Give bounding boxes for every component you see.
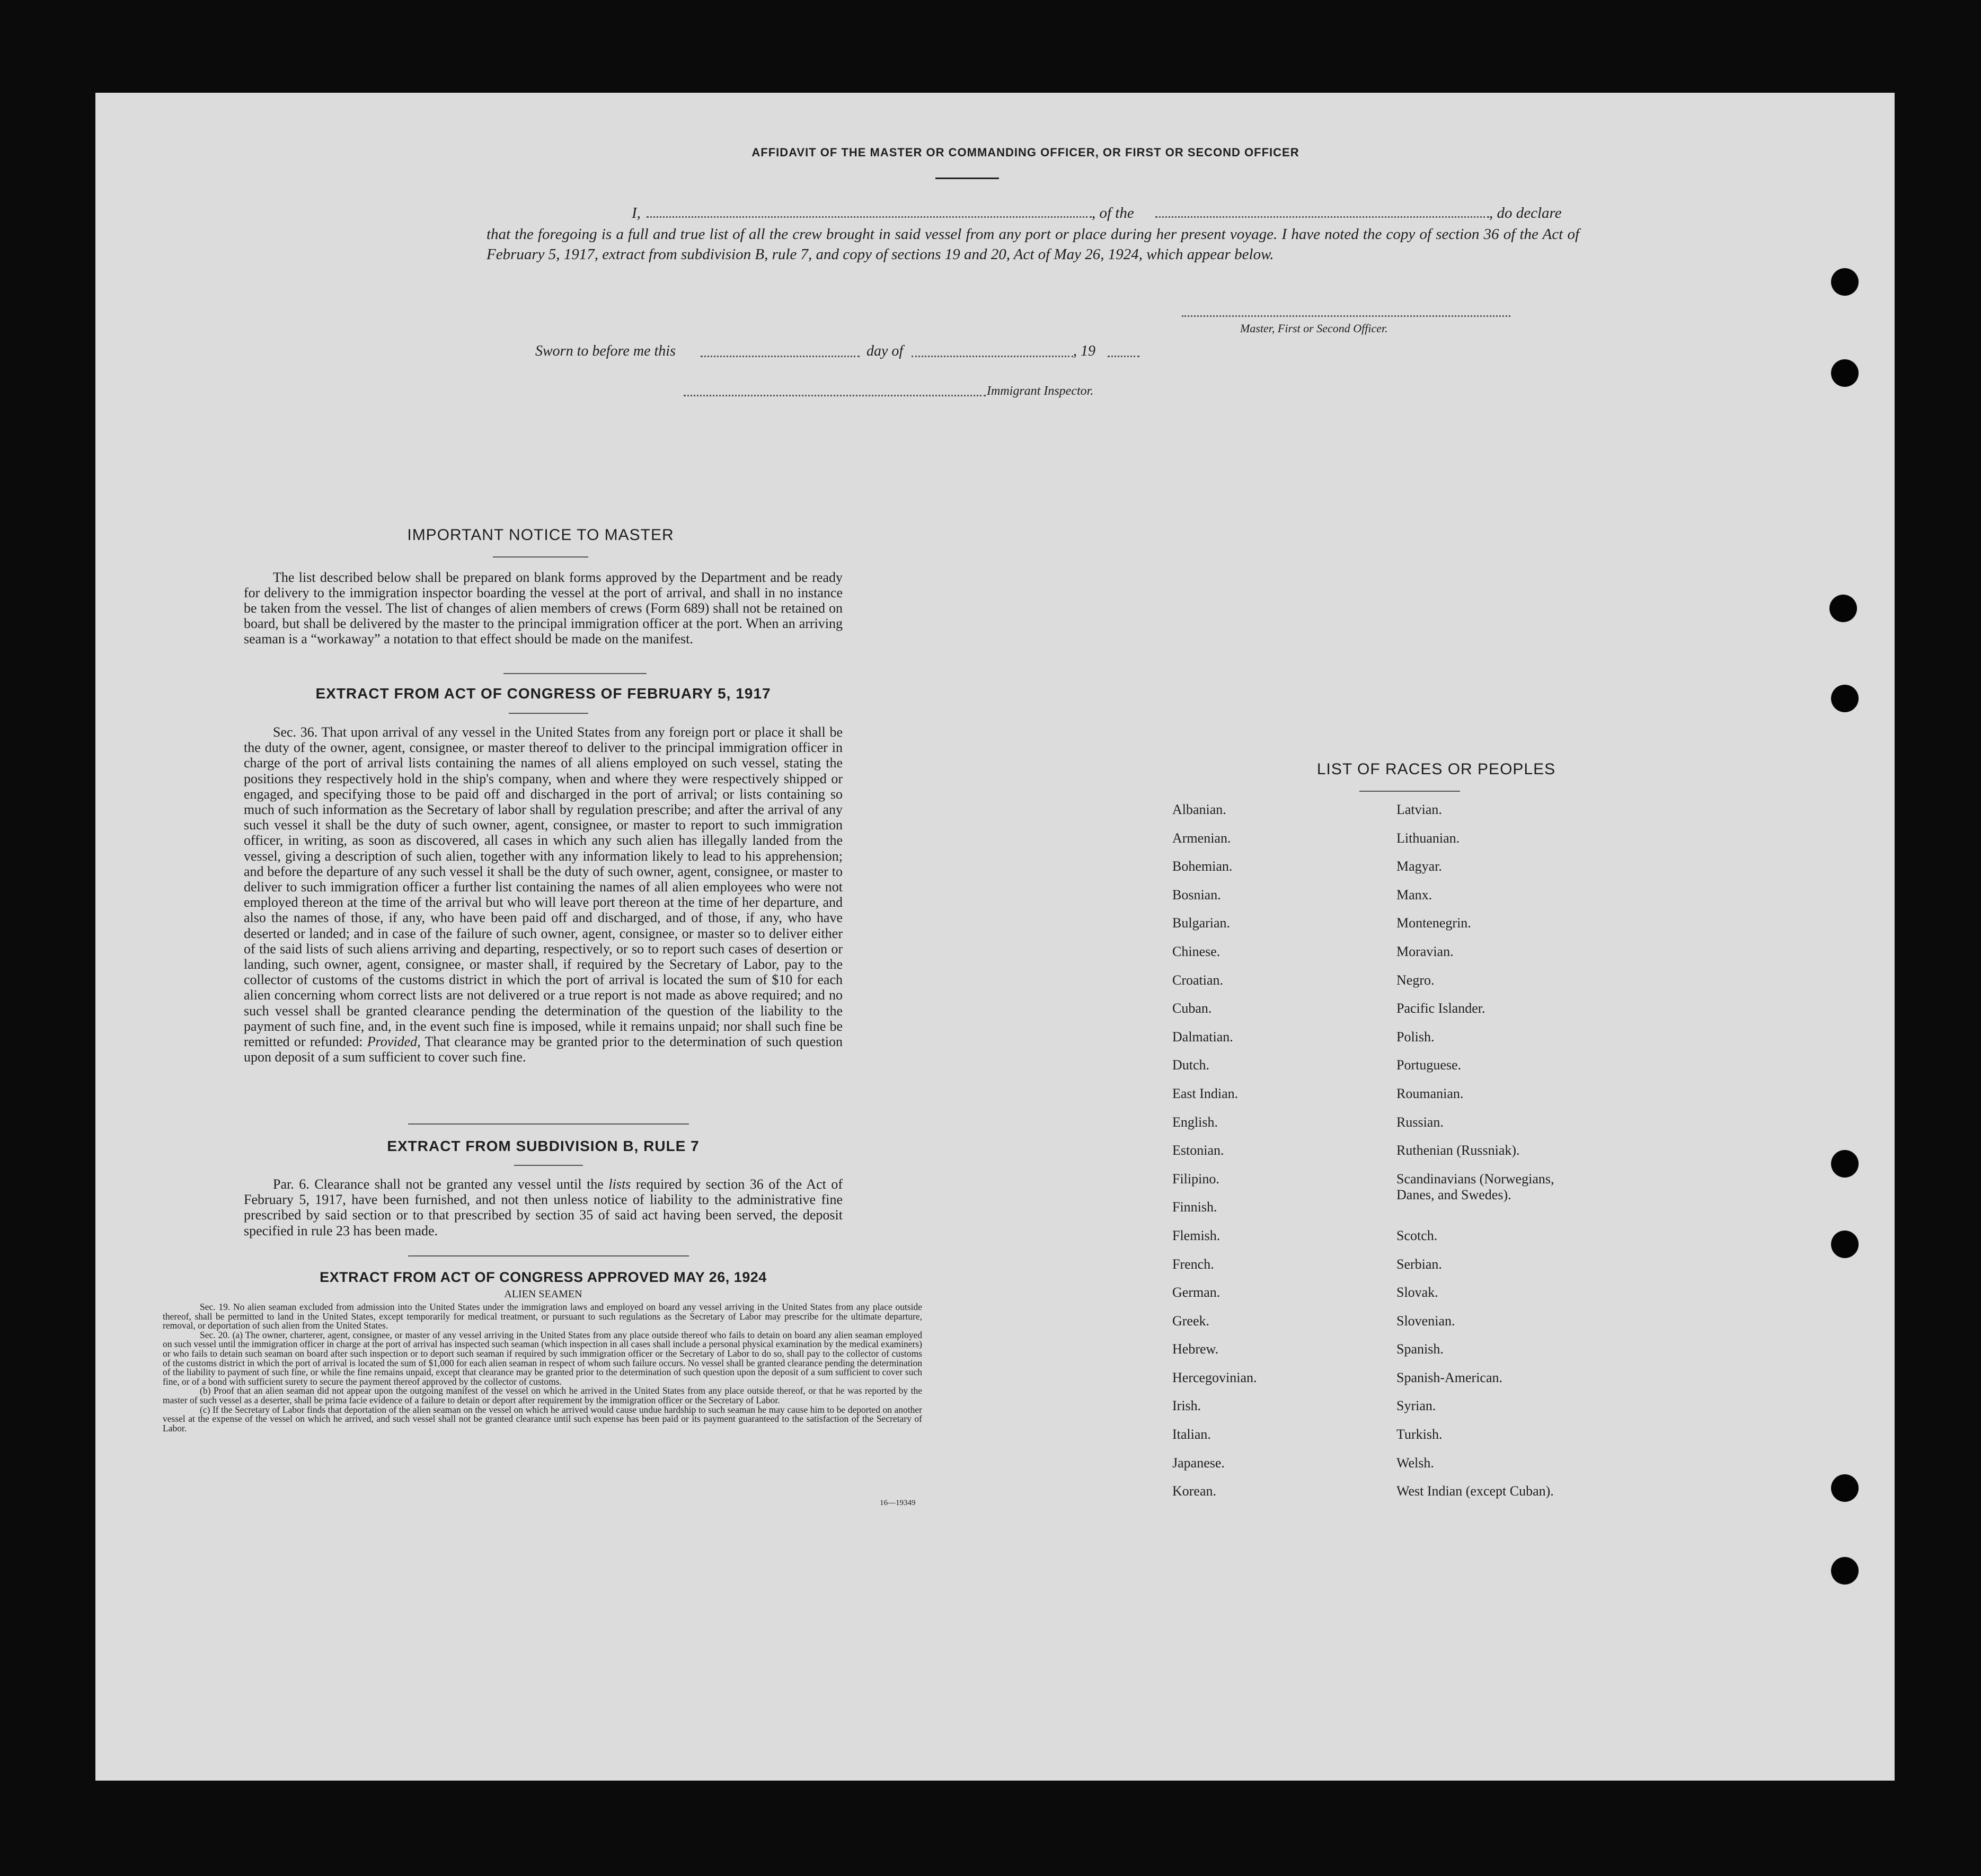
- race-item: Serbian.: [1396, 1256, 1442, 1272]
- race-item: Croatian.: [1172, 972, 1224, 988]
- punch-hole: [1831, 268, 1859, 296]
- punch-hole: [1829, 595, 1857, 622]
- signature-blank[interactable]: [1182, 315, 1510, 317]
- punch-hole: [1831, 359, 1859, 387]
- race-item: Spanish.: [1396, 1341, 1444, 1357]
- notice-end-rule: [503, 673, 647, 674]
- race-item: Slovenian.: [1396, 1313, 1455, 1329]
- title-underline: [935, 178, 999, 179]
- race-item: Spanish-American.: [1396, 1369, 1503, 1385]
- race-item: Lithuanian.: [1396, 830, 1460, 846]
- race-item: Scotch.: [1396, 1227, 1438, 1243]
- race-item: Portuguese.: [1396, 1057, 1462, 1073]
- notice-heading: IMPORTANT NOTICE TO MASTER: [407, 526, 674, 544]
- sec-36-text: That upon arrival of any vessel in the United States from any foreign port or place it shall be the duty of the owner, agent, consignee, or master thereof to deliver to the principal immigration officer in charge of the port of arrival lists containing the names of all aliens employed on such vessel, stating the positions they respectively hold in the ship's company, when and where they were respectively shipped or engaged, and specifying those to be paid off and discharged in the port of arrival; or lists containing so much of such information as the Secretary of labor shall by regulation prescribe; and after the arrival of any such vessel it shall be the duty of such owner, agent, consignee, or master to report to such immigration officer, in writing, as soon as discovered, all cases in which any such alien has illegally landed from the vessel, giving a description of such alien, together with any information likely to lead to his apprehension; and before the departure of any such vessel it shall be the duty of such owner, agent, consignee, or master to deliver to such immigration officer a further list containing the names of all alien employees who were not employed thereon at the time of the arrival but who will leave port thereon at the time of her departure, and also the names of those, if any, who have been paid off and discharged, and of those, if any, who have deserted or landed; and in case of the failure of such owner, agent, consignee, or master so to deliver either of the said lists of such aliens arriving and departing, respectively, or so to report such cases of desertion or landing, such owner, agent, consignee, or master shall, if required by the Secretary of Labor, pay to the collector of customs of the customs district in which the port of arrival is located the sum of $10 for each alien concerning whom correct lists are not delivered or a true report is not made as above required; and no such vessel shall be granted clearance pending the determination of the question of the liability to the payment of such fine, and, in the event such fine is imposed, while it remains unpaid; nor shall such fine be remitted or refunded:: [244, 724, 843, 1050]
- race-item: Japanese.: [1172, 1455, 1225, 1471]
- extract-1917-rule: [509, 713, 588, 714]
- race-item: Estonian.: [1172, 1143, 1224, 1158]
- punch-hole: [1831, 685, 1859, 712]
- punch-hole: [1831, 1557, 1859, 1585]
- affidavit-of-the: , of the: [1092, 205, 1134, 222]
- race-item: Irish.: [1172, 1398, 1201, 1414]
- alien-seamen-subheading: ALIEN SEAMEN: [504, 1288, 582, 1300]
- inspector-blank[interactable]: [684, 395, 986, 396]
- race-item: Dutch.: [1172, 1057, 1210, 1073]
- sec-20-label: Sec. 20.: [200, 1329, 230, 1340]
- sec-20c: (c) If the Secretary of Labor finds that deportation of the alien seaman on the vessel on which he arrived would cause undue hardship to such seaman he may cause him to be deported on another vessel at the expense of the vessel on which he arrived, and such vessel shall not be granted clearance until such expense has been paid or its payment guaranteed to the satisfaction of the Secretary of Labor.: [163, 1404, 922, 1433]
- race-item: Filipino.: [1172, 1171, 1219, 1187]
- race-item: Greek.: [1172, 1313, 1210, 1329]
- race-item: Scandinavians (Norwegians, Danes, and Swedes).: [1396, 1171, 1554, 1202]
- race-item: Montenegrin.: [1396, 915, 1471, 931]
- race-item: Manx.: [1396, 887, 1432, 902]
- race-item: Bosnian.: [1172, 887, 1221, 902]
- races-left-column: [1172, 802, 1384, 1512]
- sworn-month-blank[interactable]: [912, 356, 1073, 357]
- vessel-blank[interactable]: [1155, 216, 1489, 218]
- par-6-label: Par. 6.: [273, 1176, 309, 1192]
- race-item: Dalmatian.: [1172, 1029, 1233, 1045]
- provided-italic: Provided,: [367, 1034, 421, 1050]
- race-item: French.: [1172, 1256, 1214, 1272]
- proviso-text: That clearance may be granted prior to the determination of such question upon deposit of a sum sufficient to cover such fine.: [244, 1034, 843, 1065]
- sworn-day-of: day of: [866, 343, 904, 359]
- sec-36-label: Sec. 36.: [273, 724, 318, 740]
- rule7-rule: [514, 1165, 583, 1166]
- extract-1924-heading: EXTRACT FROM ACT OF CONGRESS APPROVED MAY 26, 1924: [320, 1269, 767, 1285]
- extract-1917-heading: EXTRACT FROM ACT OF CONGRESS OF FEBRUARY 5, 1917: [315, 685, 771, 702]
- form-number: 16—19349: [880, 1499, 916, 1507]
- race-item: Armenian.: [1172, 830, 1231, 846]
- race-item: Roumanian.: [1396, 1085, 1464, 1101]
- sworn-year-blank[interactable]: [1108, 356, 1139, 357]
- race-item: Polish.: [1396, 1029, 1435, 1045]
- extract-1917-body: [244, 724, 843, 1065]
- sworn-day-blank[interactable]: [701, 356, 860, 357]
- race-item: Italian.: [1172, 1427, 1211, 1443]
- races-rule: [1359, 791, 1460, 792]
- sec-19: [163, 1303, 922, 1331]
- form-page: [95, 93, 1895, 1781]
- extract-1917-end-rule: [408, 1123, 689, 1125]
- races-right-column: [1396, 802, 1619, 1512]
- sec-20a-text: (a) The owner, charterer, agent, consignee, or master of any vessel arriving in the United States from any place outside thereof who fails to detain on board any alien seaman employed on such vessel until the immigration officer in charge at the port of arrival has inspected such seaman (which inspection in all cases shall include a personal physical examination by the medical examiners) or who fails to detain such seaman on board after such inspection or to deport such seaman if required by such immigration officer or the Secretary of Labor to do so, shall pay to the collector of customs of the customs district in which the port of arrival is located the sum of $1,000 for each alien seaman in respect of whom such failure occurs. No vessel shall be granted clearance pending the determination of the liability to payment of such fine, or while the fine remains unpaid, except that clearance may be granted prior to the determination of such question upon the deposit of a sum sufficient to cover such fine, or of a bond with sufficient surety to secure the payment thereof approved by the collector of customs.: [163, 1329, 923, 1387]
- race-item: Bulgarian.: [1172, 915, 1231, 931]
- sec-20b: (b) Proof that an alien seaman did not appear upon the outgoing manifest of the vessel on which he arrived in the United States from any place outside thereof, or that he was reported by the master of such vessel as a deserter, shall be prima facie evidence of a failure to detain or deport after requirement by the immigration officer or the Secretary of Labor.: [163, 1385, 922, 1405]
- signature-caption: Master, First or Second Officer.: [1240, 322, 1388, 335]
- name-blank[interactable]: [647, 216, 1092, 218]
- race-item: Cuban.: [1172, 1001, 1212, 1016]
- rule7-body: [244, 1176, 843, 1238]
- races-heading: LIST OF RACES OR PEOPLES: [1316, 760, 1556, 778]
- extract-1924-body: [163, 1303, 922, 1433]
- race-item: Moravian.: [1396, 943, 1454, 959]
- race-item: Russian.: [1396, 1114, 1444, 1130]
- punch-hole: [1831, 1231, 1859, 1258]
- race-item: Latvian.: [1396, 802, 1442, 817]
- race-item: West Indian (except Cuban).: [1396, 1483, 1554, 1499]
- race-item: Chinese.: [1172, 943, 1221, 959]
- rule7-end-rule: [408, 1255, 689, 1256]
- race-item: [1396, 1199, 1619, 1228]
- punch-hole: [1831, 1474, 1859, 1502]
- race-item: Flemish.: [1172, 1227, 1221, 1243]
- race-item: Negro.: [1396, 972, 1435, 988]
- rule7-text-a: Clearance shall not be granted any vessel until the: [314, 1176, 604, 1192]
- race-item: Bohemian.: [1172, 859, 1233, 874]
- race-item: Slovak.: [1396, 1285, 1438, 1300]
- race-item: Korean.: [1172, 1483, 1217, 1499]
- race-item: Hercegovinian.: [1172, 1369, 1257, 1385]
- race-item: Hebrew.: [1172, 1341, 1219, 1357]
- affidavit-title: AFFIDAVIT OF THE MASTER OR COMMANDING OFFICER, OR FIRST OR SECOND OFFICER: [751, 146, 1299, 159]
- sec-19-label: Sec. 19.: [200, 1302, 231, 1312]
- affidavit-do-declare: , do declare: [1489, 205, 1562, 222]
- race-item: Turkish.: [1396, 1427, 1443, 1443]
- sec-20a: [163, 1331, 922, 1387]
- rule7-lists-italic: lists: [608, 1176, 631, 1192]
- notice-rule: [493, 556, 588, 558]
- race-item: Pacific Islander.: [1396, 1001, 1485, 1016]
- race-item: Finnish.: [1172, 1199, 1217, 1215]
- affidavit-i: I,: [632, 205, 641, 222]
- race-item: English.: [1172, 1114, 1218, 1130]
- race-item: Welsh.: [1396, 1455, 1434, 1471]
- punch-hole: [1831, 1150, 1859, 1178]
- affidavit-body: that the foregoing is a full and true list of all the crew brought in said vessel from any port or place during her present voyage. I have noted the copy of section 36 of the Act of February 5, 1917, extract from subdivision B, rule 7, and copy of sections 19 and 20, Act of May 26, 1924, which appear below.: [487, 226, 1579, 263]
- inspector-caption: Immigrant Inspector.: [987, 384, 1094, 398]
- rule7-text-b: required by section 36 of the Act of February 5, 1917, have been furnished, and not then unless notice of liability to the administrative fine prescribed by said section or to that prescribed by section 35 of said act having been served, the deposit specified in rule 23 has been made.: [244, 1176, 843, 1238]
- race-item: Ruthenian (Russniak).: [1396, 1143, 1520, 1158]
- sworn-year: , 19: [1073, 343, 1095, 359]
- sworn-prefix: Sworn to before me this: [535, 343, 676, 359]
- race-item: German.: [1172, 1285, 1221, 1300]
- race-item: Magyar.: [1396, 859, 1442, 874]
- race-item: Albanian.: [1172, 802, 1226, 817]
- rule7-heading: EXTRACT FROM SUBDIVISION B, RULE 7: [387, 1138, 700, 1154]
- race-item: Syrian.: [1396, 1398, 1436, 1414]
- race-item: East Indian.: [1172, 1085, 1239, 1101]
- sec-19-text: No alien seaman excluded from admission into the United States under the immigration laws and employed on board any vessel arriving in the United States from any place outside thereof, shall be permitted to land in the United States, except temporarily for medical treatment, or pursuant to such regulations as the Secretary of Labor may prescribe for the ultimate departure, removal, or deportation of such alien from the United States.: [163, 1302, 922, 1331]
- notice-text: The list described below shall be prepared on blank forms approved by the Department and be ready for delivery to the immigration inspector boarding the vessel at the port of arrival, and shall in no instance be taken from the vessel. The list of changes of alien members of crews (Form 689) shall not be retained on board, but shall be delivered by the master to the principal immigration officer at the port. When an arriving seaman is a “workaway” a notation to that effect should be made on the manifest.: [244, 570, 843, 647]
